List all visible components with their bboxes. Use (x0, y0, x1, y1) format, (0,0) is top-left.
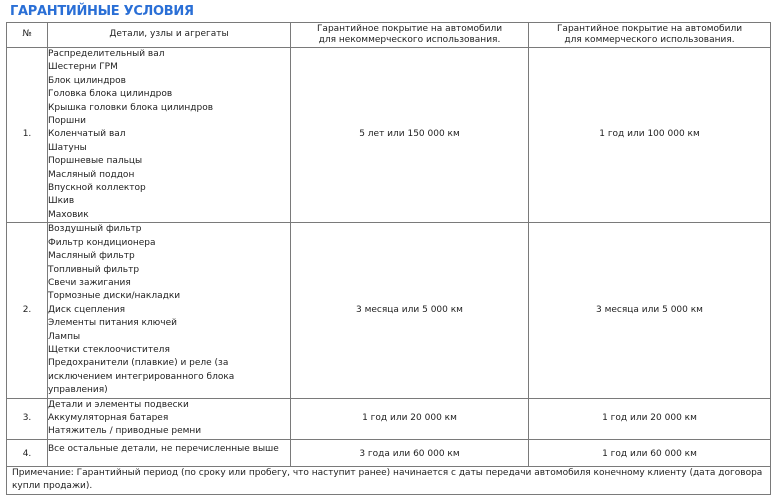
part-item: Свечи зажигания (48, 277, 131, 288)
commercial-term: 1 год или 20 000 км (529, 398, 771, 439)
header-noncommercial-line2: для некоммерческого использования. (318, 35, 501, 45)
header-noncommercial (291, 23, 529, 48)
page-title: ГАРАНТИЙНЫЕ УСЛОВИЯ (10, 4, 194, 19)
part-item: Натяжитель / приводные ремни (48, 426, 202, 437)
table-row (7, 48, 771, 223)
header-noncommercial-line1: Гарантийное покрытие на автомобили (316, 23, 503, 34)
part-item: Блок цилиндров (48, 75, 126, 86)
part-item: Крышка головки блока цилиндров (48, 102, 214, 113)
part-item: Фильтр кондиционера (48, 237, 156, 248)
part-item: Топливный фильтр (48, 264, 140, 275)
header-commercial (529, 23, 771, 48)
noncommercial-term-label: 3 года или 60 000 км (359, 449, 460, 460)
part-item: Диск сцепления (48, 304, 126, 315)
commercial-term: 3 месяца или 5 000 км (529, 223, 771, 398)
note-text: Примечание: Гарантийный период (по сроку или пробегу, что наступит ранее) начинается с даты передачи автомобиля конечному клиенту (дата договора купли продажи). (7, 466, 771, 494)
warranty-table (6, 22, 771, 495)
table-header-row (7, 23, 771, 48)
row-number: 3. (7, 398, 48, 439)
table-row (7, 223, 771, 398)
row-parts (48, 48, 291, 223)
note-row (7, 466, 771, 494)
noncommercial-term: 1 год или 20 000 км (291, 398, 529, 439)
part-item: Все остальные детали, не перечисленные выше (48, 444, 279, 455)
part-item: Распределительный вал (48, 49, 165, 59)
header-parts: Детали, узлы и агрегаты (48, 23, 291, 48)
part-item: Шатуны (48, 142, 87, 153)
row-parts (48, 398, 291, 439)
part-item: Детали и элементы подвески (48, 399, 189, 410)
part-item: Впускной коллектор (48, 183, 146, 194)
row-number: 2. (7, 223, 48, 398)
row-number-label: 4. (22, 449, 32, 460)
commercial-term: 1 год или 100 000 км (529, 48, 771, 223)
part-item: Элементы питания ключей (48, 318, 177, 329)
noncommercial-term: 3 месяца или 5 000 км (291, 223, 529, 398)
row-number (7, 439, 48, 466)
part-item: Поршни (48, 116, 86, 127)
part-item: Маховик (48, 209, 89, 220)
noncommercial-term: 5 лет или 150 000 км (291, 48, 529, 223)
part-item: Предохранители (плавкие) и реле (за исключением интегрированного блока управления) (48, 358, 235, 396)
part-item: Коленчатый вал (48, 129, 126, 140)
part-item: Шкив (48, 196, 75, 207)
part-item: Аккумуляторная батарея (48, 412, 169, 423)
header-commercial-line2: для коммерческого использования. (564, 35, 735, 45)
part-item: Поршневые пальцы (48, 156, 143, 167)
header-commercial-line1: Гарантийное покрытие на автомобили (556, 23, 743, 34)
row-parts (48, 439, 291, 466)
table-row (7, 398, 771, 439)
table-row (7, 439, 771, 466)
noncommercial-term (291, 439, 529, 466)
part-item: Тормозные диски/накладки (48, 291, 181, 302)
part-item: Лампы (48, 331, 81, 342)
row-number: 1. (7, 48, 48, 223)
commercial-term-label: 1 год или 60 000 км (602, 449, 697, 460)
part-item: Масляный поддон (48, 169, 135, 180)
part-item: Шестерни ГРМ (48, 62, 118, 73)
part-item: Масляный фильтр (48, 251, 135, 262)
row-parts (48, 223, 291, 398)
part-item: Головка блока цилиндров (48, 89, 173, 100)
part-item: Щетки стеклоочистителя (48, 344, 170, 355)
part-item: Воздушный фильтр (48, 224, 142, 235)
header-number: № (7, 23, 48, 48)
commercial-term (529, 439, 771, 466)
